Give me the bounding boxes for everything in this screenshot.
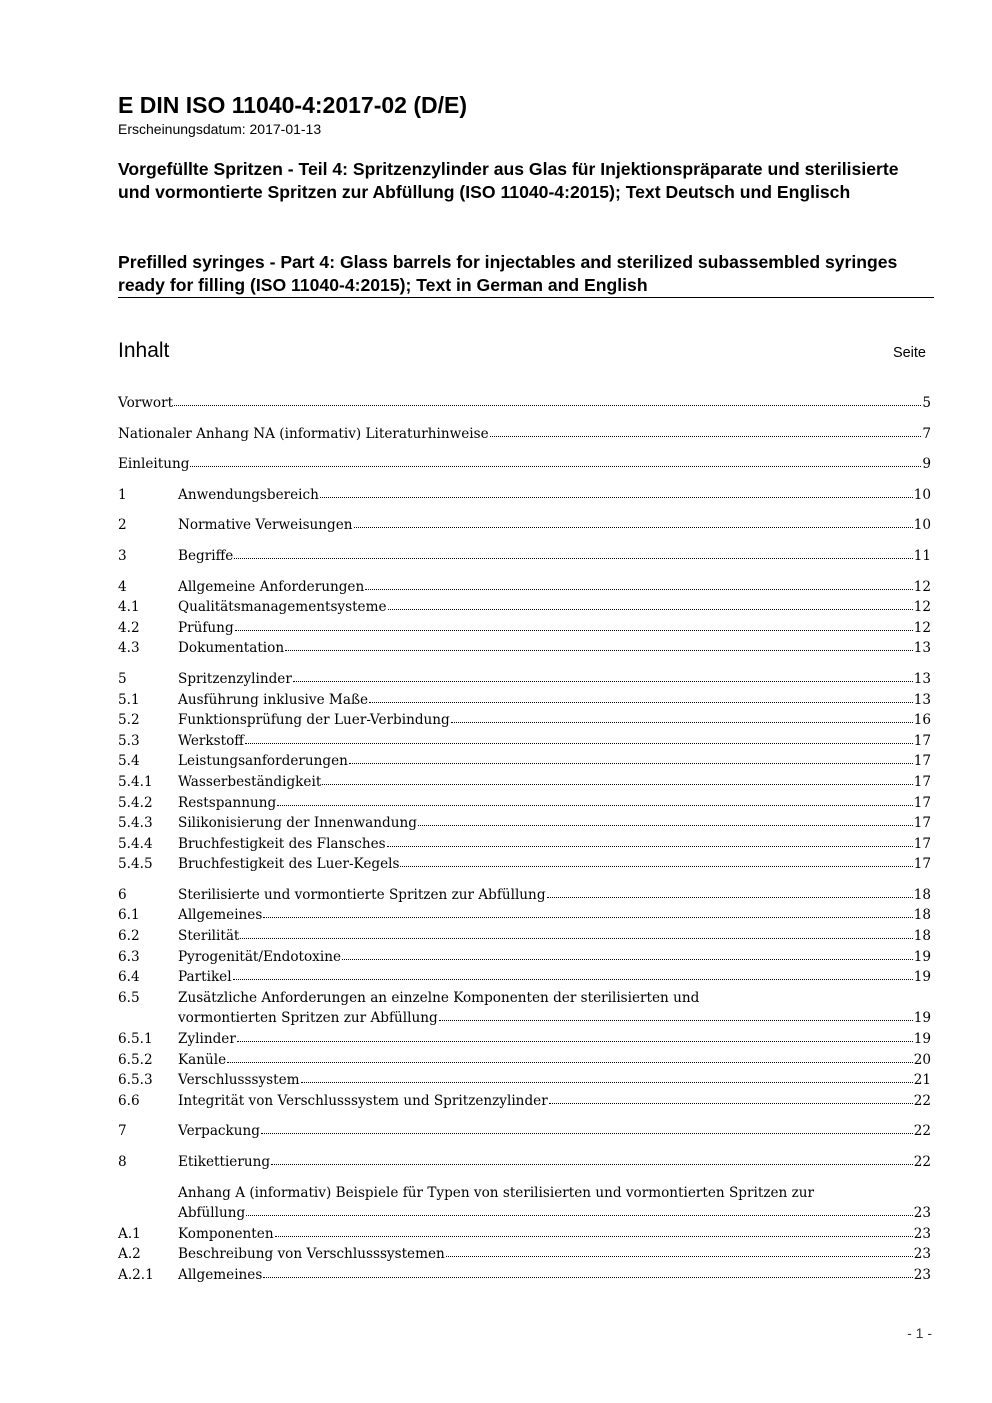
toc-entry[interactable] [118, 690, 931, 711]
toc-entry-page: 12 [913, 599, 931, 616]
toc-entry-title: Qualitätsmanagementsysteme [178, 599, 387, 616]
toc-entry-title: Sterilisierte und vormontierte Spritzen zur Abfüllung [178, 886, 546, 903]
toc-entry[interactable] [118, 854, 931, 875]
document-id: E DIN ISO 11040-4:2017-02 (D/E) [118, 92, 467, 118]
toc-entry[interactable] [118, 885, 931, 906]
toc-entry-title: Etikettierung [178, 1154, 271, 1170]
toc-entry-number: 5.4.3 [118, 815, 153, 832]
toc-entry[interactable] [118, 454, 931, 475]
toc-entry[interactable] [118, 813, 931, 834]
toc-entry[interactable] [118, 1224, 931, 1245]
toc-dot-leader [263, 916, 912, 918]
toc-entry[interactable] [118, 1121, 931, 1142]
toc-entry[interactable] [118, 772, 931, 793]
toc-entry[interactable] [118, 947, 931, 968]
toc-entry-title: Leistungsanforderungen [178, 753, 348, 770]
toc-entry-title: Spritzenzylinder [178, 670, 292, 687]
toc-entry[interactable] [118, 393, 931, 414]
toc-entry-page: 22 [913, 1092, 931, 1109]
toc-dot-leader [245, 742, 913, 744]
toc-entry-title: Dokumentation [178, 640, 285, 657]
toc-entry-title: Einleitung [118, 456, 190, 473]
toc-entry[interactable] [118, 1265, 931, 1286]
toc-dot-leader [235, 629, 913, 631]
toc-entry-continuation[interactable] [118, 1008, 931, 1029]
publication-date: Erscheinungsdatum: 2017-01-13 [118, 121, 322, 137]
toc-dot-leader [490, 435, 922, 437]
toc-entry-number: 6.5.1 [118, 1031, 153, 1048]
toc-dot-leader [387, 845, 913, 847]
toc-entry-page: 20 [913, 1051, 931, 1068]
toc-entry-title: Zylinder [178, 1031, 236, 1048]
toc-dot-leader [277, 804, 912, 806]
toc-entry-page: 19 [913, 1031, 931, 1048]
toc-entry-page: 13 [913, 640, 931, 657]
toc-dot-leader [354, 526, 913, 528]
toc-dot-leader [388, 608, 913, 610]
toc-entry-title: Ausführung inklusive Maße [178, 691, 369, 708]
toc-entry-title: Begriffe [178, 547, 234, 564]
toc-entry[interactable] [118, 597, 931, 618]
toc-entry[interactable] [118, 793, 931, 814]
toc-entry-number: 4.3 [118, 640, 140, 657]
toc-entry-page: 17 [913, 732, 931, 749]
toc-entry-title: Restspannung [178, 794, 277, 811]
toc-entry[interactable] [118, 967, 931, 988]
toc-entry-page: 23 [913, 1246, 931, 1263]
toc-entry[interactable] [118, 618, 931, 639]
toc-dot-leader [293, 680, 913, 682]
toc-entry-title: Integrität von Verschlusssystem und Spritzenzylinder [178, 1092, 548, 1109]
toc-entry-page: 17 [913, 753, 931, 770]
toc-entry-page: 16 [913, 712, 931, 729]
toc-entry[interactable] [118, 669, 931, 690]
toc-entry-number: 6 [118, 886, 127, 903]
toc-entry[interactable] [118, 638, 931, 659]
toc-entry[interactable] [118, 424, 931, 445]
toc-entry-number: 5 [118, 670, 127, 687]
toc-entry-number: 6.6 [118, 1092, 140, 1109]
toc-entry-title: Anwendungsbereich [178, 486, 319, 503]
toc-entry-page: 10 [913, 517, 931, 534]
toc-dot-leader [285, 649, 913, 651]
toc-dot-leader [237, 1040, 913, 1042]
toc-entry[interactable] [118, 710, 931, 731]
toc-entry-number: 8 [118, 1154, 127, 1170]
title-english: Prefilled syringes - Part 4: Glass barrels for injectables and sterilized subassembled syringes ready for filling (ISO 11040-4:2015); Text in German and English [118, 252, 898, 295]
toc-entry-number: 7 [118, 1123, 127, 1140]
toc-entry-title: Normative Verweisungen [178, 517, 353, 534]
toc-entry-number: 5.2 [118, 712, 140, 729]
toc-entry[interactable] [118, 1050, 931, 1071]
toc-entry-page: 10 [913, 486, 931, 503]
title-german: Vorgefüllte Spritzen - Teil 4: Spritzenzylinder aus Glas für Injektionspräparate und sterilisierte und vormontierte Spritzen zur Abfüllung (ISO 11040-4:2015); Text Deutsch und Englisch [118, 159, 899, 202]
toc-entry-title-continuation: Abfüllung [178, 1205, 246, 1222]
toc-entry-page: 23 [913, 1205, 931, 1222]
toc-entry-number: 5.1 [118, 691, 140, 708]
toc-entry-page: 17 [913, 773, 931, 790]
toc-dot-leader [246, 1214, 912, 1216]
toc-entry-number: A.1 [118, 1225, 141, 1242]
toc-entry-title: Werkstoff [178, 732, 244, 749]
toc-entry-number: 6.5.2 [118, 1051, 153, 1068]
toc-entry-page: 19 [913, 969, 931, 986]
toc-entry-page: 17 [913, 815, 931, 832]
toc-entry-page: 9 [922, 456, 931, 473]
toc-entry-title: Allgemeines [178, 907, 263, 924]
toc-entry[interactable] [118, 546, 931, 567]
toc-dot-leader [322, 783, 912, 785]
toc-entry-page: 17 [913, 856, 931, 873]
toc-entry-title: Sterilität [178, 928, 240, 945]
toc-entry-number: 4.2 [118, 619, 140, 636]
toc-dot-leader [190, 465, 921, 467]
toc-entry-title: Allgemeines [178, 1266, 263, 1283]
toc-entry-title: Wasserbeständigkeit [178, 773, 322, 790]
toc-entry[interactable] [118, 905, 931, 926]
toc-entry-title: Verpackung [178, 1123, 260, 1140]
toc-dot-leader [451, 721, 913, 723]
toc-dot-leader [549, 1102, 913, 1104]
toc-entry-title: Bruchfestigkeit des Luer-Kegels [178, 856, 400, 873]
toc-entry[interactable] [118, 731, 931, 752]
toc-entry-page: 23 [913, 1266, 931, 1283]
toc-entry-number: 4.1 [118, 599, 140, 616]
toc-entry-title: Komponenten [178, 1225, 274, 1242]
toc-entry-number: 2 [118, 517, 127, 534]
toc-entry-number: 1 [118, 486, 127, 503]
toc-dot-leader [275, 1235, 913, 1237]
toc-entry-page: 22 [913, 1123, 931, 1140]
toc-entry-title: Prüfung [178, 619, 234, 636]
toc-dot-leader [174, 404, 921, 406]
toc-entry-number: 6.2 [118, 928, 140, 945]
toc-entry-title: Anhang A (informativ) Beispiele für Typen von sterilisierten und vormontierten Spritzen zur [178, 1184, 815, 1201]
toc-dot-leader [439, 1019, 913, 1021]
toc-entry[interactable] [118, 577, 931, 598]
title-divider [118, 297, 934, 298]
toc-entry[interactable] [118, 751, 931, 772]
toc-entry-page: 19 [913, 1010, 931, 1027]
toc-entry-number: 6.1 [118, 907, 140, 924]
toc-entry-page: 12 [913, 578, 931, 595]
toc-entry-title: Zusätzliche Anforderungen an einzelne Komponenten der sterilisierten und [178, 989, 700, 1006]
toc-dot-leader [271, 1163, 913, 1165]
toc-page-column-label: Seite [892, 345, 926, 361]
toc-entry[interactable] [118, 1091, 931, 1112]
toc-entry-title: Pyrogenität/Endotoxine [178, 948, 341, 965]
toc-entry[interactable] [118, 988, 931, 1009]
toc-entry-page: 18 [913, 886, 931, 903]
toc-entry-page: 17 [913, 794, 931, 811]
toc-entry-title: Nationaler Anhang NA (informativ) Literaturhinweise [118, 425, 489, 442]
toc-dot-leader [233, 978, 913, 980]
toc-entry[interactable] [118, 1244, 931, 1265]
toc-entry-title: Allgemeine Anforderungen [178, 578, 365, 595]
toc-entry-page: 19 [913, 948, 931, 965]
toc-entry-title: Silikonisierung der Innenwandung [178, 815, 417, 832]
toc-entry-number: 6.5 [118, 989, 140, 1006]
toc-entry-page: 7 [922, 425, 931, 442]
toc-entry-page: 21 [913, 1072, 931, 1089]
toc-entry-page: 23 [913, 1225, 931, 1242]
toc-entry-title: Kanüle [178, 1051, 227, 1068]
toc-entry-number: 5.4 [118, 753, 140, 770]
toc-entry-title: Beschreibung von Verschlusssystemen [178, 1246, 445, 1263]
toc-entry-number: 5.3 [118, 732, 140, 749]
toc-dot-leader [349, 762, 913, 764]
toc-entry[interactable] [118, 1070, 931, 1091]
toc-entry-page: 18 [913, 907, 931, 924]
toc-entry-page: 22 [913, 1154, 931, 1170]
toc-entry-number: 5.4.2 [118, 794, 153, 811]
toc-dot-leader [418, 824, 913, 826]
table-of-contents [118, 393, 931, 1286]
toc-entry-page: 13 [913, 670, 931, 687]
toc-entry-number: 5.4.4 [118, 835, 153, 852]
toc-entry-page: 12 [913, 619, 931, 636]
page-number: - 1 - [907, 1325, 932, 1341]
toc-dot-leader [320, 496, 913, 498]
toc-entry-number: 3 [118, 547, 127, 564]
toc-entry[interactable] [118, 834, 931, 855]
toc-dot-leader [301, 1081, 913, 1083]
toc-dot-leader [365, 588, 912, 590]
toc-entry-page: 5 [922, 395, 931, 411]
toc-entry-number: 6.4 [118, 969, 140, 986]
toc-dot-leader [263, 1276, 912, 1278]
toc-entry-page: 18 [913, 928, 931, 945]
toc-dot-leader [234, 557, 912, 559]
toc-dot-leader [446, 1255, 913, 1257]
toc-entry[interactable] [118, 1029, 931, 1050]
toc-entry[interactable] [118, 1152, 931, 1173]
toc-entry[interactable] [118, 485, 931, 506]
toc-entry-continuation[interactable] [118, 1203, 931, 1224]
toc-entry-page: 17 [913, 835, 931, 852]
toc-entry[interactable] [118, 926, 931, 947]
toc-dot-leader [400, 865, 912, 867]
toc-entry-title-continuation: vormontierten Spritzen zur Abfüllung [178, 1010, 438, 1027]
toc-entry-number: 4 [118, 578, 127, 595]
toc-entry-number: 6.3 [118, 948, 140, 965]
toc-entry-page: 11 [913, 547, 931, 564]
toc-entry-title: Vorwort [118, 395, 174, 411]
toc-dot-leader [261, 1132, 913, 1134]
toc-dot-leader [240, 937, 912, 939]
toc-entry-title: Funktionsprüfung der Luer-Verbindung [178, 712, 450, 729]
toc-entry-page: 13 [913, 691, 931, 708]
toc-dot-leader [369, 701, 913, 703]
toc-dot-leader [547, 896, 913, 898]
toc-entry-number: 5.4.5 [118, 856, 153, 873]
toc-entry-number: A.2.1 [118, 1266, 154, 1283]
toc-entry-title: Bruchfestigkeit des Flansches [178, 835, 386, 852]
toc-heading: Inhalt [118, 339, 170, 362]
toc-dot-leader [227, 1061, 913, 1063]
toc-dot-leader [342, 958, 913, 960]
toc-entry[interactable] [118, 515, 931, 536]
toc-entry-number: A.2 [118, 1246, 141, 1263]
toc-entry-title: Verschlusssystem [178, 1072, 300, 1089]
toc-entry-number: 5.4.1 [118, 773, 153, 790]
toc-entry[interactable] [118, 1183, 931, 1204]
toc-entry-number: 6.5.3 [118, 1072, 153, 1089]
toc-entry-title: Partikel [178, 969, 232, 986]
